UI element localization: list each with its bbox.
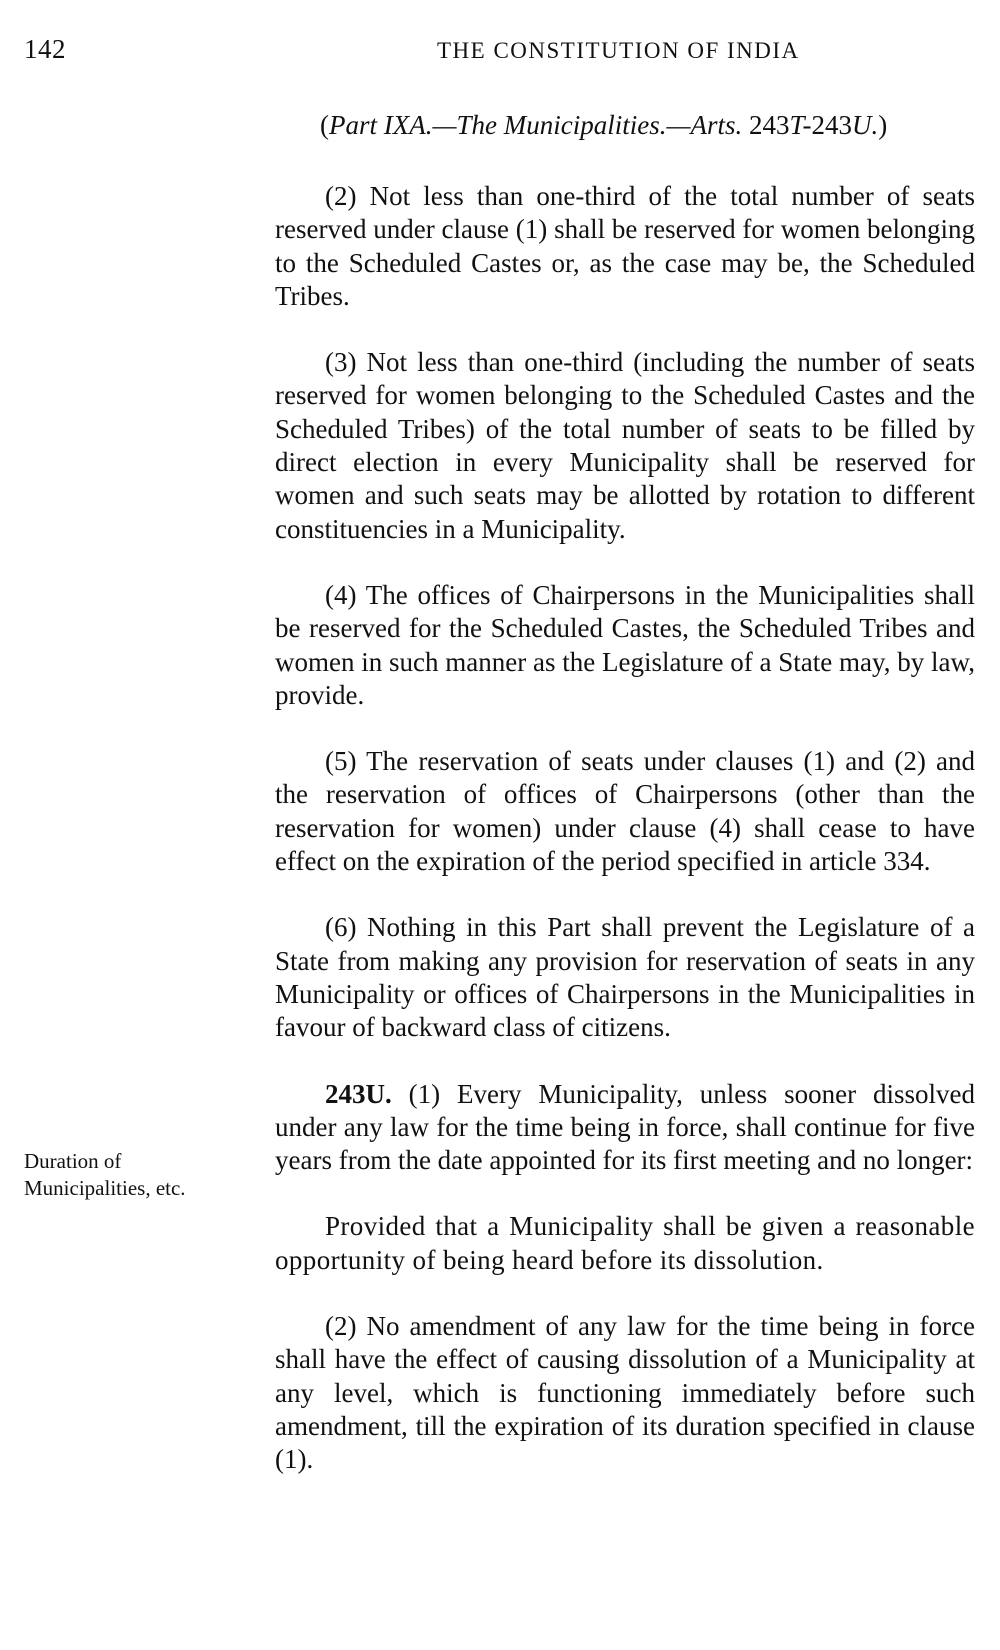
part-heading-close-paren: ): [878, 110, 888, 140]
clause-paragraph: (6) Nothing in this Part shall prevent the Legislature of a State from making any provision for reservation of seats in any Municipality or offices of Chairpersons in the Municipalities in favour of backward class of citizens.: [275, 912, 975, 1043]
part-heading-art-a-suffix: T: [789, 110, 803, 140]
body-text: [275, 180, 975, 1510]
part-heading-art-b: 243: [811, 110, 852, 140]
article-243u-clause-1: [275, 1078, 975, 1178]
clause-paragraph: (3) Not less than one-third (including the number of seats reserved for women belonging to the Scheduled Castes and the Scheduled Tribes) of the total number of seats to be filled by direct election in every Municipality shall be reserved for women and such seats may be allotted by rotation to different constituencies in a Municipality.: [275, 347, 975, 544]
article-243u-clause-2: (2) No amendment of any law for the time being in force shall have the effect of causing dissolution of a Municipality at any level, which is functioning immediately before such amendment, till the expiration of its duration specified in clause (1).: [275, 1311, 975, 1475]
part-heading-art-b-suffix: U.: [852, 110, 879, 140]
page-number: 142: [24, 34, 66, 64]
article-clause-1-text: (1) Every Municipality, unless sooner dissolved under any law for the time being in force, shall continue for five years from the date appointed for its first meeting and no longer:: [275, 1078, 975, 1176]
part-heading: [320, 110, 887, 141]
clause-paragraph: (5) The reservation of seats under clauses (1) and (2) and the reservation of offices of Chairpersons (other than the reservation for women) under clause (4) shall cease to have effect on the expiration of the period specified in article 334.: [275, 746, 975, 877]
article-proviso: Provided that a Municipality shall be given a reasonable opportunity of being heard before its dissolution.: [275, 1211, 975, 1275]
running-head: THE CONSTITUTION OF INDIA: [437, 38, 800, 63]
part-heading-dash: -: [802, 110, 812, 140]
article-number: 243U.: [325, 1078, 392, 1109]
part-heading-art-a: 243: [748, 110, 790, 140]
clause-paragraph: (4) The offices of Chairpersons in the Municipalities shall be reserved for the Scheduled Castes, the Scheduled Tribes and women in such manner as the Legislature of a State may, by law, provide.: [275, 579, 975, 710]
clause-paragraph: (2) Not less than one-third of the total number of seats reserved under clause (1) shall be reserved for women belonging to the Scheduled Castes or, as the case may be, the Scheduled Tribes.: [275, 181, 975, 311]
part-heading-text: Part IXA.—The Municipalities.—Arts.: [329, 110, 749, 140]
marginal-note: Duration of Municipalities, etc.: [24, 1149, 186, 1200]
part-heading-open-paren: (: [320, 110, 329, 140]
